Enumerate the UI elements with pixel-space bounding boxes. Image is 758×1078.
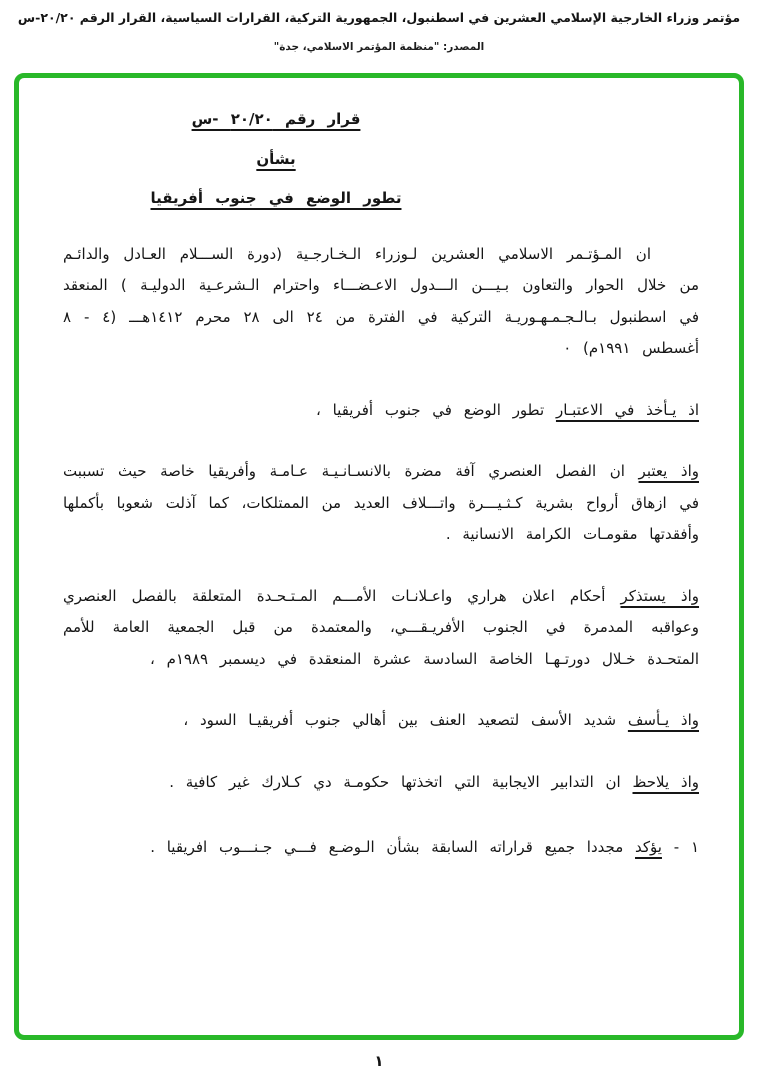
preamble-paragraph — [63, 239, 699, 365]
resolution-title-block — [63, 104, 699, 215]
recital-paragraph-5 — [63, 767, 699, 799]
recital-lead: واذ يـأسف — [627, 711, 699, 729]
recital-paragraph-1 — [63, 395, 699, 427]
document-content — [63, 104, 699, 864]
document-header-title: مؤتمر وزراء الخارجية الإسلامي العشرين في اسطنبول، الجمهورية التركية، القرارات السياسية، القرار الرقم ٢٠/٢٠-س — [17, 10, 741, 25]
recital-paragraph-2 — [63, 456, 699, 551]
recital-lead: واذ يعتبر — [638, 462, 699, 480]
resolution-subject-label: بشأن — [256, 149, 296, 168]
page-number: ١ — [374, 1052, 384, 1070]
recital-text: تطور الوضع في جنوب أفريقيا ، — [315, 400, 545, 419]
item-number: ١ - — [673, 838, 699, 856]
recital-text: أحكام اعلان هراري واعـلانـات الأمـــم المـتـحـدة المتعلقة بالفصل العنصري وعواقبه المدمرة في الجنوب الأفريـقـــي، والمعتمدة من قبل الجمعية العامة للأمم المتحـدة خـلال دورتـهـا الخاصة السادسة عشرة المنعقدة في ديسمبر ١٩٨٩م ، — [63, 586, 699, 668]
recital-paragraph-3 — [63, 581, 699, 676]
document-body-frame — [14, 73, 744, 1040]
recital-paragraph-4 — [63, 705, 699, 737]
recital-lead: واذ يلاحظ — [632, 772, 699, 791]
recital-text: شديد الأسف لتصعيد العنف بين أهالي جنوب أفريقيـا السود ، — [183, 711, 617, 729]
recital-text: ان الفصل العنصري آفة مضرة بالانسـانـيـة عـامـة وأفريقيا خاصة حيث تسببت في ازهاق أرواح بشرية كـثـيـــرة واتـــلاف العديد من الممتلكات، كما آذلت شعوبا بأكملها وأفقدتها مقومـات الكرامة الانسانية . — [63, 462, 699, 543]
item-lead: يؤكد — [635, 838, 662, 856]
operative-paragraph-1 — [63, 832, 699, 864]
resolution-subject-title: تطور الوضع في جنوب أفريقيا — [150, 189, 402, 207]
recital-lead: واذ يستذكر — [620, 586, 700, 605]
recital-text: ان التدابير الايجابية التي اتخذتها حكومـة دي كـلارك غير كافية . — [169, 772, 621, 791]
document-source-line: المصدر: "منظمة المؤتمر الاسلامي، جدة" — [273, 41, 485, 53]
recital-lead: اذ يـأخذ في الاعتبـار — [555, 400, 699, 419]
resolution-number-title: قرار رقم ٢٠/٢٠ -س — [191, 110, 361, 128]
item-text: مجددا جميع قراراته السابقة بشأن الـوضـع فـــي جـنـــوب افريقيا . — [150, 838, 624, 856]
preamble-text: ان المـؤتـمر الاسلامي العشرين لـوزراء الـخـارجـية (دورة الســـلام العـادل والدائـم من خلال الحوار والتعاون بـيـــن الـــدول الاعـضـــاء واحترام الـشرعـية الدوليـة ) المنعقد في اسطنبول بـالـجـمـهـوريـة التركية في الفترة من ٢٤ الى ٢٨ محرم ١٤١٢هـــ (٤ - ٨ أغسطس ١٩٩١م) ٠ — [63, 244, 699, 357]
